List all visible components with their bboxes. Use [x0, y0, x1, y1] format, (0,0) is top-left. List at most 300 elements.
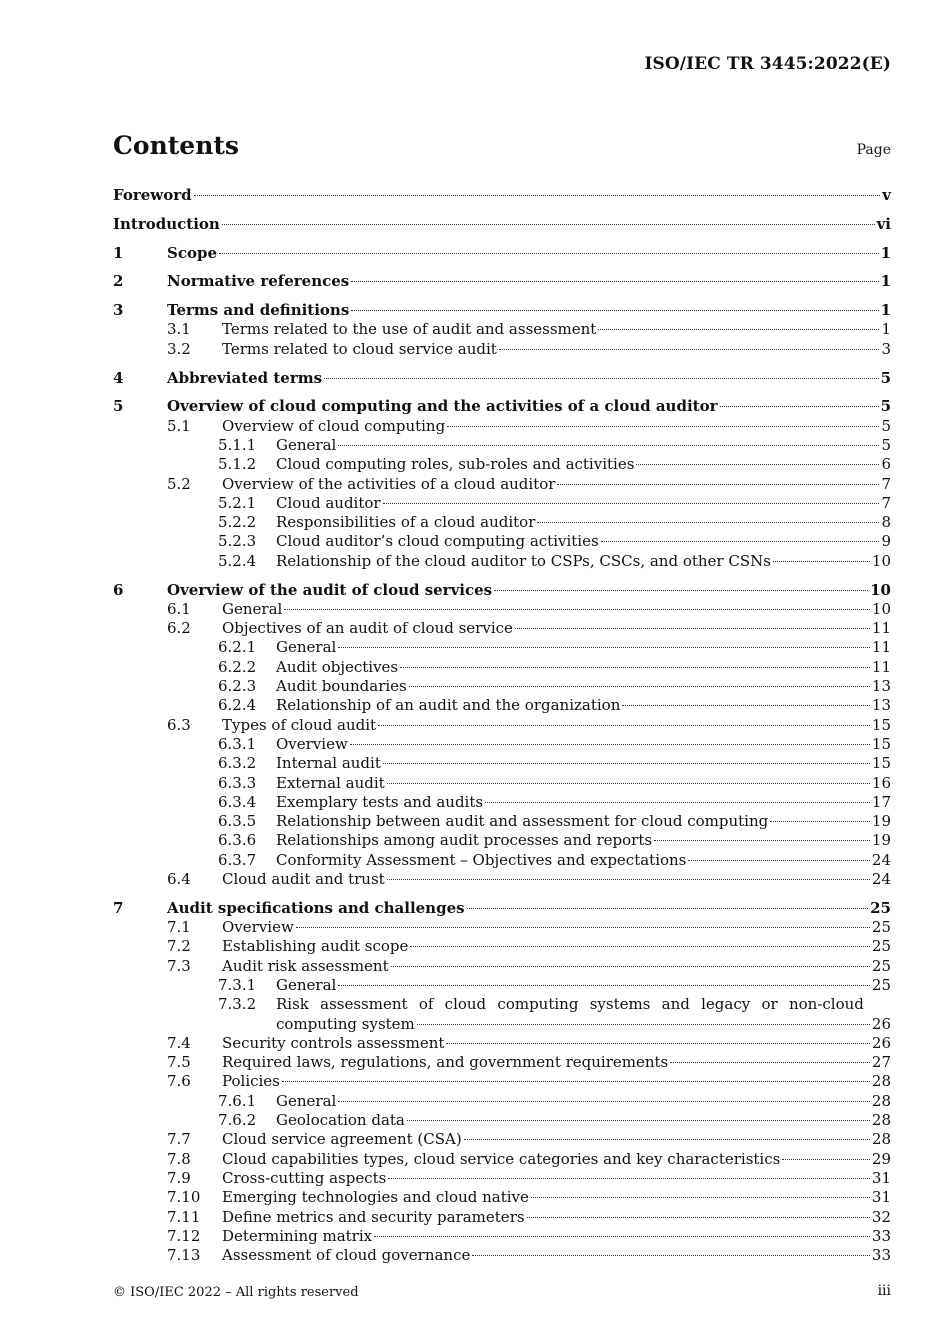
toc-entry-page: 7	[881, 474, 891, 493]
toc-entry[interactable]	[113, 754, 891, 773]
toc-entry[interactable]	[113, 995, 891, 1034]
dot-leader	[770, 821, 870, 822]
dot-leader	[387, 879, 870, 880]
toc-entry-page: 13	[871, 696, 891, 715]
toc-entry-line	[222, 1150, 891, 1169]
toc-entry-number: 7.8	[167, 1149, 191, 1168]
dot-leader	[407, 1120, 870, 1121]
toc-entry[interactable]	[113, 215, 891, 234]
toc-entry-page: 28	[871, 1111, 891, 1130]
toc-entry[interactable]	[113, 320, 891, 339]
toc-entry-title: Terms and definitions	[167, 301, 350, 320]
toc-entry[interactable]	[113, 658, 891, 677]
toc-entry-line	[167, 369, 891, 388]
toc-entry[interactable]	[113, 340, 891, 359]
dot-leader	[388, 1178, 870, 1179]
toc-entry-line	[222, 1072, 891, 1091]
toc-entry-title: Emerging technologies and cloud native	[222, 1188, 529, 1207]
toc-entry-number: 7.3.2	[218, 995, 257, 1014]
toc-entry-number: 7.1	[167, 918, 191, 937]
dot-leader	[400, 667, 870, 668]
toc-entry-title: Cloud capabilities types, cloud service categories and key characteristics	[222, 1149, 781, 1168]
toc-entry-page: 6	[881, 455, 891, 474]
toc-entry-line	[276, 851, 891, 870]
dot-leader	[782, 1159, 870, 1160]
toc-entry-page: 26	[871, 1014, 891, 1033]
toc-entry-page: 31	[871, 1168, 891, 1187]
toc-entry-page: 25	[870, 898, 891, 917]
toc-entry-number: 6.3.6	[218, 831, 257, 850]
toc-entry-title: Abbreviated terms	[167, 368, 323, 387]
toc-entry[interactable]	[113, 793, 891, 812]
toc-entry-number: 3.1	[167, 320, 191, 339]
dot-leader	[338, 445, 879, 446]
toc-entry-title: Cloud audit and trust	[222, 870, 385, 888]
toc-entry-line	[276, 455, 891, 474]
toc-entry-page: 10	[871, 551, 891, 570]
toc-entry-page: 11	[871, 638, 891, 657]
toc-entry-page: 10	[870, 580, 891, 599]
dot-leader	[467, 908, 869, 909]
toc-entry-line	[276, 831, 891, 850]
toc-entry-title: General	[276, 1091, 337, 1110]
toc-entry-title: Assessment of cloud governance	[222, 1246, 471, 1265]
toc-entry-title: Internal audit	[276, 754, 381, 773]
toc-entry[interactable]	[113, 870, 891, 889]
dot-leader	[417, 1024, 870, 1025]
toc-entry-title: Determining matrix	[222, 1226, 373, 1245]
toc-entry[interactable]	[113, 1092, 891, 1111]
toc-entry-line	[222, 1227, 891, 1246]
toc-entry-page: 27	[871, 1053, 891, 1072]
dot-leader	[383, 503, 880, 504]
toc-entry-title: Relationship of an audit and the organization	[276, 696, 621, 715]
toc-entry[interactable]	[113, 581, 891, 600]
toc-entry[interactable]	[113, 272, 891, 291]
toc-entry-line	[222, 475, 891, 494]
dot-leader	[636, 464, 879, 465]
dot-leader	[537, 522, 879, 523]
toc-entry-page: 28	[871, 1130, 891, 1149]
toc-entry-number: 6.3	[167, 715, 191, 734]
dot-leader	[374, 1236, 870, 1237]
toc-entry[interactable]	[113, 831, 891, 850]
toc-entry-title: Security controls assessment	[222, 1033, 445, 1052]
toc-entry[interactable]	[113, 244, 891, 263]
toc-entry-page: 32	[871, 1207, 891, 1226]
dot-leader	[409, 686, 870, 687]
toc-entry-page: 28	[871, 1072, 891, 1091]
toc-entry-title: Risk assessment of cloud computing systems and legacy or non-cloud	[276, 995, 864, 1014]
toc-entry-title: Relationship of the cloud auditor to CSPs, CSCs, and other CSNs	[276, 551, 771, 570]
toc-entry-title: Terms related to the use of audit and assessment	[222, 320, 597, 339]
toc-entry[interactable]	[113, 513, 891, 532]
toc-entry-number: 6.3.5	[218, 812, 257, 831]
toc-entry-title: General	[276, 638, 337, 657]
toc-entry-page: 31	[871, 1188, 891, 1207]
toc-entry[interactable]	[113, 1053, 891, 1072]
dot-leader	[720, 406, 879, 407]
toc-entry-title: Conformity Assessment – Objectives and expectations	[276, 850, 687, 869]
toc-entry-line	[276, 677, 891, 696]
toc-entry-page: 5	[880, 368, 891, 387]
dot-leader	[282, 1081, 870, 1082]
toc-entry-title: Cloud auditor	[276, 493, 381, 512]
toc-entry[interactable]	[113, 899, 891, 918]
toc-entry-line	[113, 215, 891, 234]
toc-entry-number: 7.4	[167, 1033, 191, 1052]
document-identifier: ISO/IEC TR 3445:2022(E)	[644, 54, 891, 74]
dot-leader	[773, 561, 870, 562]
toc-entry-title: Audit objectives	[276, 657, 399, 676]
dot-leader	[410, 946, 869, 947]
toc-entry-line	[222, 619, 891, 638]
toc-entry-page: 15	[871, 734, 891, 753]
toc-entry-title: General	[276, 435, 337, 454]
toc-entry-line	[222, 320, 891, 339]
toc-entry-number: 3	[113, 301, 124, 320]
dot-leader	[531, 1197, 870, 1198]
toc-entry-page: vi	[876, 214, 891, 233]
dot-leader	[338, 1101, 870, 1102]
toc-entry-line	[222, 957, 891, 976]
toc-entry-title: Audit risk assessment	[222, 956, 389, 975]
toc-entry-title: Foreword	[113, 186, 192, 204]
toc-entry-title: Normative references	[167, 272, 350, 291]
toc-entry-number: 6.3.4	[218, 792, 257, 811]
toc-entry-page: 1	[880, 301, 891, 320]
toc-entry-number: 5.1.1	[218, 435, 257, 454]
dot-leader	[622, 705, 870, 706]
toc-entry-line	[222, 1208, 891, 1227]
toc-entry-page: 17	[871, 792, 891, 811]
toc-entry-page: 19	[871, 831, 891, 850]
toc-entry-title: Overview of cloud computing and the activities of a cloud auditor	[167, 397, 718, 416]
toc-entry[interactable]	[113, 1188, 891, 1207]
toc-entry-line	[167, 397, 891, 416]
toc-entry[interactable]	[113, 1111, 891, 1130]
toc-entry-page: 9	[881, 532, 891, 551]
toc-entry[interactable]	[113, 957, 891, 976]
toc-entry-title: Terms related to cloud service audit	[222, 339, 497, 358]
dot-leader	[447, 426, 879, 427]
dot-leader	[499, 349, 880, 350]
toc-entry-title: Overview of the activities of a cloud auditor	[222, 474, 556, 493]
toc-entry-number: 5.2.1	[218, 493, 257, 512]
dot-leader	[598, 329, 879, 330]
toc-entry-number: 6.3.1	[218, 734, 257, 753]
toc-entry-line	[222, 918, 891, 937]
toc-entry[interactable]	[113, 1227, 891, 1246]
toc-entry[interactable]	[113, 475, 891, 494]
toc-entry-title: Establishing audit scope	[222, 937, 409, 956]
toc-entry-line	[276, 995, 891, 1034]
table-of-contents	[113, 186, 891, 1265]
dot-leader	[284, 609, 870, 610]
toc-entry[interactable]	[113, 677, 891, 696]
toc-entry[interactable]	[113, 812, 891, 831]
dot-leader	[527, 1217, 870, 1218]
toc-entry[interactable]	[113, 1072, 891, 1091]
toc-entry-line	[167, 272, 891, 291]
toc-entry-line	[167, 244, 891, 263]
toc-entry-title: Exemplary tests and audits	[276, 792, 484, 811]
toc-entry-line	[222, 870, 891, 889]
dot-leader	[194, 195, 881, 196]
toc-entry[interactable]	[113, 1169, 891, 1188]
toc-entry[interactable]	[113, 1246, 891, 1265]
toc-entry-title: Audit boundaries	[276, 677, 407, 696]
dot-leader	[350, 744, 870, 745]
toc-entry-title: External audit	[276, 773, 385, 792]
toc-entry-title: Objectives of an audit of cloud service	[222, 619, 513, 638]
toc-entry-page: 25	[871, 956, 891, 975]
toc-entry-number: 7.12	[167, 1226, 201, 1245]
toc-entry[interactable]	[113, 976, 891, 995]
toc-entry-number: 7.3.1	[218, 975, 257, 994]
dot-leader	[688, 860, 870, 861]
toc-entry[interactable]	[113, 1034, 891, 1053]
toc-entry-number: 3.2	[167, 339, 191, 358]
toc-entry-line	[167, 581, 891, 600]
toc-entry-page: 7	[881, 493, 891, 512]
toc-entry-number: 7.10	[167, 1188, 201, 1207]
toc-entry-number: 5.1.2	[218, 455, 257, 474]
toc-entry-number: 7.11	[167, 1207, 201, 1226]
toc-entry-line	[276, 638, 891, 657]
toc-entry-number: 7.13	[167, 1246, 201, 1265]
toc-entry[interactable]	[113, 918, 891, 937]
toc-entry-line	[167, 899, 891, 918]
toc-entry-page: 28	[871, 1091, 891, 1110]
dot-leader	[351, 310, 878, 311]
dot-leader	[464, 1139, 870, 1140]
toc-entry-title-continued: computing system	[276, 1014, 415, 1033]
dot-leader	[338, 985, 870, 986]
toc-entry-line	[276, 436, 891, 455]
toc-entry-page: 5	[880, 397, 891, 416]
toc-entry-page: 19	[871, 812, 891, 831]
dot-leader	[472, 1255, 870, 1256]
toc-entry-title: Scope	[167, 243, 218, 262]
toc-entry[interactable]	[113, 1208, 891, 1227]
toc-entry-number: 2	[113, 272, 124, 291]
page-number: iii	[877, 1283, 891, 1299]
toc-entry-line	[222, 1188, 891, 1207]
toc-entry-number: 7.9	[167, 1168, 191, 1187]
toc-entry-page: 3	[881, 339, 891, 358]
toc-entry-number: 6.4	[167, 870, 191, 888]
toc-entry[interactable]	[113, 638, 891, 657]
dot-leader	[387, 783, 870, 784]
toc-entry-title: General	[276, 975, 337, 994]
toc-entry-number: 5.2.4	[218, 551, 257, 570]
toc-entry-number: 7.5	[167, 1053, 191, 1072]
toc-entry-title: General	[222, 599, 283, 618]
toc-entry-title: Cloud computing roles, sub-roles and activities	[276, 455, 635, 474]
toc-entry-number: 7.2	[167, 937, 191, 956]
toc-entry-title: Overview	[276, 734, 348, 753]
toc-entry-page: 24	[871, 850, 891, 869]
toc-entry-line	[276, 976, 891, 995]
toc-entry-number: 7.6.2	[218, 1111, 257, 1130]
toc-entry-title: Overview of cloud computing	[222, 416, 446, 435]
toc-entry[interactable]	[113, 1150, 891, 1169]
toc-entry-page: 5	[881, 416, 891, 435]
toc-entry-number: 5.2	[167, 474, 191, 493]
toc-entry[interactable]	[113, 619, 891, 638]
dot-leader	[296, 927, 870, 928]
toc-entry-number: 4	[113, 368, 124, 387]
toc-entry-title: Required laws, regulations, and government requirements	[222, 1053, 669, 1072]
toc-entry[interactable]	[113, 532, 891, 551]
toc-entry-page: 13	[871, 677, 891, 696]
dot-leader	[485, 802, 870, 803]
toc-entry[interactable]	[113, 397, 891, 416]
toc-entry-page: 1	[880, 243, 891, 262]
toc-entry[interactable]	[113, 851, 891, 870]
toc-entry-number: 7.6	[167, 1072, 191, 1091]
dot-leader	[446, 1043, 869, 1044]
toc-entry-line	[222, 937, 891, 956]
toc-entry[interactable]	[113, 417, 891, 436]
dot-leader	[494, 590, 868, 591]
dot-leader	[351, 281, 878, 282]
toc-entry-page: 16	[871, 773, 891, 792]
toc-entry-line	[276, 494, 891, 513]
toc-entry[interactable]	[113, 455, 891, 474]
toc-entry-page: 1	[881, 320, 891, 339]
toc-entry-title: Types of cloud audit	[222, 715, 377, 734]
toc-entry-page: 33	[871, 1246, 891, 1265]
toc-entry-title: Geolocation data	[276, 1111, 405, 1130]
toc-entry-number: 6.2	[167, 619, 191, 638]
toc-entry-number: 5.2.3	[218, 532, 257, 551]
dot-leader	[670, 1062, 870, 1063]
toc-entry[interactable]	[113, 301, 891, 320]
toc-entry-line	[276, 552, 891, 571]
contents-heading: Contents	[113, 131, 240, 160]
toc-entry-line	[167, 301, 891, 320]
toc-entry-line	[222, 1130, 891, 1149]
toc-entry-line	[222, 1246, 891, 1265]
toc-entry-line	[222, 1034, 891, 1053]
toc-entry-line	[222, 417, 891, 436]
page-column-label: Page	[856, 142, 891, 158]
toc-entry-page: 26	[871, 1033, 891, 1052]
dot-leader	[219, 253, 879, 254]
toc-entry-number: 6.2.3	[218, 677, 257, 696]
toc-entry-number: 6.3.3	[218, 773, 257, 792]
toc-entry-line	[276, 774, 891, 793]
dot-leader	[515, 628, 870, 629]
toc-entry-page: 10	[871, 599, 891, 618]
toc-entry[interactable]	[113, 735, 891, 754]
toc-entry-title: Cloud service agreement (CSA)	[222, 1130, 462, 1149]
toc-entry-number: 6.2.4	[218, 696, 257, 715]
toc-entry-line	[276, 812, 891, 831]
toc-entry-page: 15	[871, 754, 891, 773]
toc-entry[interactable]	[113, 774, 891, 793]
toc-entry[interactable]	[113, 436, 891, 455]
toc-entry[interactable]	[113, 494, 891, 513]
toc-entry[interactable]	[113, 186, 891, 205]
toc-entry-number: 7.7	[167, 1130, 191, 1149]
dot-leader	[338, 647, 870, 648]
toc-entry-line	[276, 754, 891, 773]
toc-entry[interactable]	[113, 369, 891, 388]
toc-entry-page: 25	[871, 937, 891, 956]
toc-entry[interactable]	[113, 937, 891, 956]
toc-entry-number: 5.2.2	[218, 513, 257, 532]
toc-entry[interactable]	[113, 1130, 891, 1149]
copyright-notice: © ISO/IEC 2022 – All rights reserved	[113, 1285, 359, 1300]
toc-entry-line	[222, 340, 891, 359]
dot-leader	[222, 224, 875, 225]
toc-entry[interactable]	[113, 716, 891, 735]
toc-entry-line	[276, 658, 891, 677]
toc-entry-number: 7.6.1	[218, 1091, 257, 1110]
toc-entry-title: Responsibilities of a cloud auditor	[276, 513, 536, 532]
toc-entry-line	[113, 186, 891, 205]
toc-entry-page: 1	[880, 272, 891, 291]
toc-entry-line	[276, 793, 891, 812]
toc-entry-page: 25	[871, 975, 891, 994]
toc-entry-page: 8	[881, 513, 891, 532]
toc-entry-number: 6.2.1	[218, 638, 257, 657]
toc-entry-page: 24	[871, 870, 891, 888]
toc-entry-line	[222, 1169, 891, 1188]
toc-entry-number: 6.3.2	[218, 754, 257, 773]
dot-leader	[601, 541, 880, 542]
toc-entry[interactable]	[113, 600, 891, 619]
toc-entry-page: 33	[871, 1226, 891, 1245]
dot-leader	[324, 378, 878, 379]
toc-entry-line	[222, 716, 891, 735]
dot-leader	[383, 763, 870, 764]
toc-entry-title: Relationship between audit and assessment for cloud computing	[276, 812, 769, 831]
toc-entry[interactable]	[113, 552, 891, 571]
dot-leader	[557, 484, 879, 485]
toc-entry-page: 15	[871, 715, 891, 734]
toc-entry-page: 29	[871, 1149, 891, 1168]
toc-entry-line	[276, 532, 891, 551]
toc-entry[interactable]	[113, 696, 891, 715]
toc-entry-number: 6.2.2	[218, 657, 257, 676]
toc-entry-page: 25	[871, 918, 891, 937]
toc-entry-page: 5	[881, 435, 891, 454]
toc-entry-title: Overview of the audit of cloud services	[167, 580, 493, 599]
toc-entry-title: Define metrics and security parameters	[222, 1207, 525, 1226]
toc-entry-line	[276, 513, 891, 532]
toc-entry-number: 7	[113, 898, 124, 917]
toc-entry-title: Cloud auditor’s cloud computing activities	[276, 532, 599, 551]
toc-entry-line	[276, 1111, 891, 1130]
toc-entry-line	[222, 600, 891, 619]
toc-entry-title: Introduction	[113, 214, 220, 233]
toc-entry-page: v	[882, 186, 891, 204]
toc-entry-page: 11	[871, 619, 891, 638]
dot-leader	[391, 966, 870, 967]
toc-entry-number: 5	[113, 397, 124, 416]
toc-entry-number: 7.3	[167, 956, 191, 975]
toc-entry-title: Policies	[222, 1072, 280, 1091]
dot-leader	[654, 840, 870, 841]
toc-entry-number: 6.1	[167, 599, 191, 618]
toc-entry-number: 6.3.7	[218, 850, 257, 869]
toc-entry-title: Relationships among audit processes and reports	[276, 831, 653, 850]
toc-entry-line	[222, 1053, 891, 1072]
